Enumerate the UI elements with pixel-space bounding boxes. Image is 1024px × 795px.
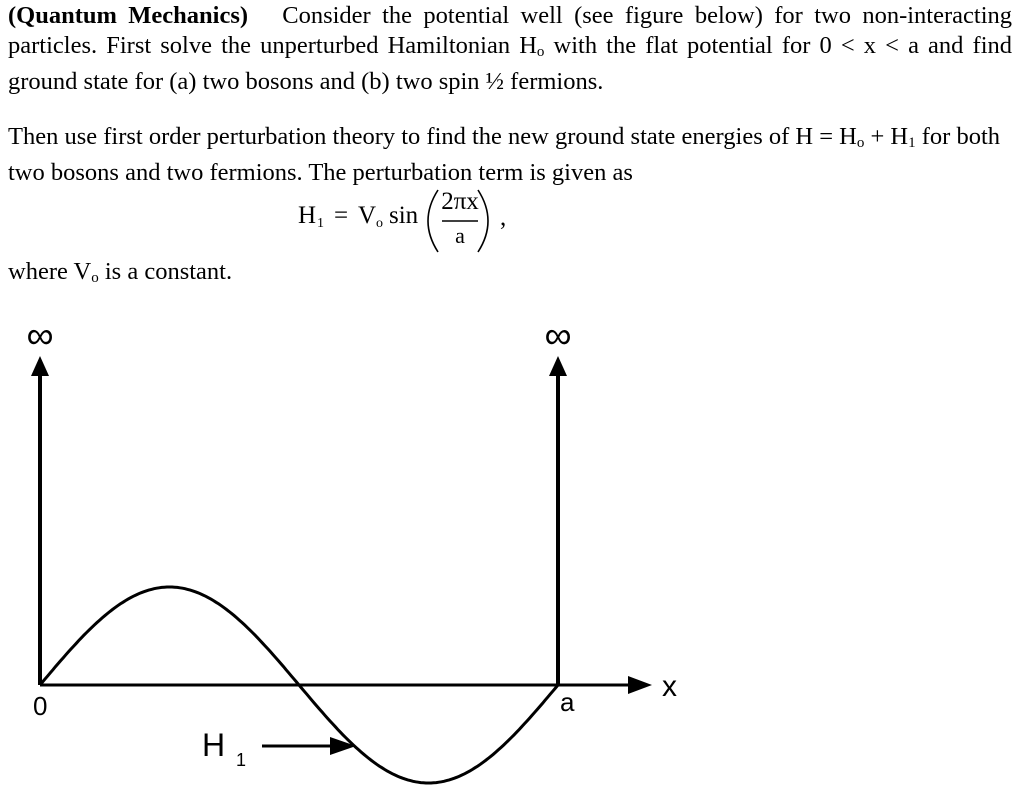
a-label: a bbox=[560, 687, 575, 717]
formula-numerator: 2πx bbox=[441, 188, 479, 215]
p1-text-a: Consider the potential well (see figure below) for two non-interacting particles. First solve the unperturbed Hamiltonian H bbox=[8, 2, 1013, 59]
p2-text-c: for both two bosons and two fermions. The perturbation term is given as bbox=[8, 123, 1000, 186]
origin-label: 0 bbox=[33, 691, 48, 721]
formula-func: sin bbox=[389, 202, 419, 229]
perturbation-formula bbox=[292, 186, 532, 256]
problem-label: (Quantum Mechanics) bbox=[8, 2, 249, 29]
problem-paragraph-1 bbox=[8, 1, 1012, 97]
infinity-right: ∞ bbox=[544, 318, 572, 357]
p3-text-a: where V bbox=[8, 258, 92, 285]
left-wall-arrow-icon bbox=[31, 356, 49, 376]
p2-sub-1: 1 bbox=[908, 135, 916, 151]
formula-equals: = bbox=[334, 202, 349, 229]
problem-paragraph-3 bbox=[8, 257, 1012, 293]
p3-text-b: is a constant. bbox=[98, 258, 233, 285]
x-axis-arrow-icon bbox=[628, 676, 652, 694]
p1-sub-o: o bbox=[536, 44, 545, 60]
p2-text-a: Then use first order perturbation theory to find the new ground state energies of H = H bbox=[8, 123, 857, 150]
p2-text-b: + H bbox=[864, 123, 909, 150]
infinity-left: ∞ bbox=[26, 318, 54, 357]
potential-well-figure bbox=[0, 318, 1024, 795]
p1-text-b: with the flat potential for 0 < x < a and find ground state for (a) two bosons and (b) two spin ½ fermions. bbox=[8, 32, 1013, 95]
h1-arrow-icon bbox=[330, 737, 356, 755]
formula-denominator: a bbox=[455, 223, 465, 248]
formula-coef-sub: o bbox=[376, 216, 383, 231]
p3-sub-o: o bbox=[91, 270, 99, 286]
right-wall-arrow-icon bbox=[549, 356, 567, 376]
formula-lhs-sub: 1 bbox=[317, 216, 324, 231]
formula-trailing-comma: , bbox=[500, 204, 507, 231]
problem-paragraph-2 bbox=[8, 122, 1012, 188]
p2-sub-o: o bbox=[856, 135, 865, 151]
x-axis-label: x bbox=[662, 670, 677, 703]
formula-coef: V bbox=[358, 202, 377, 229]
h1-label: H bbox=[202, 727, 226, 763]
h1-label-sub: 1 bbox=[236, 750, 247, 770]
formula-brackets bbox=[292, 186, 532, 256]
formula-lhs: H bbox=[298, 202, 317, 229]
